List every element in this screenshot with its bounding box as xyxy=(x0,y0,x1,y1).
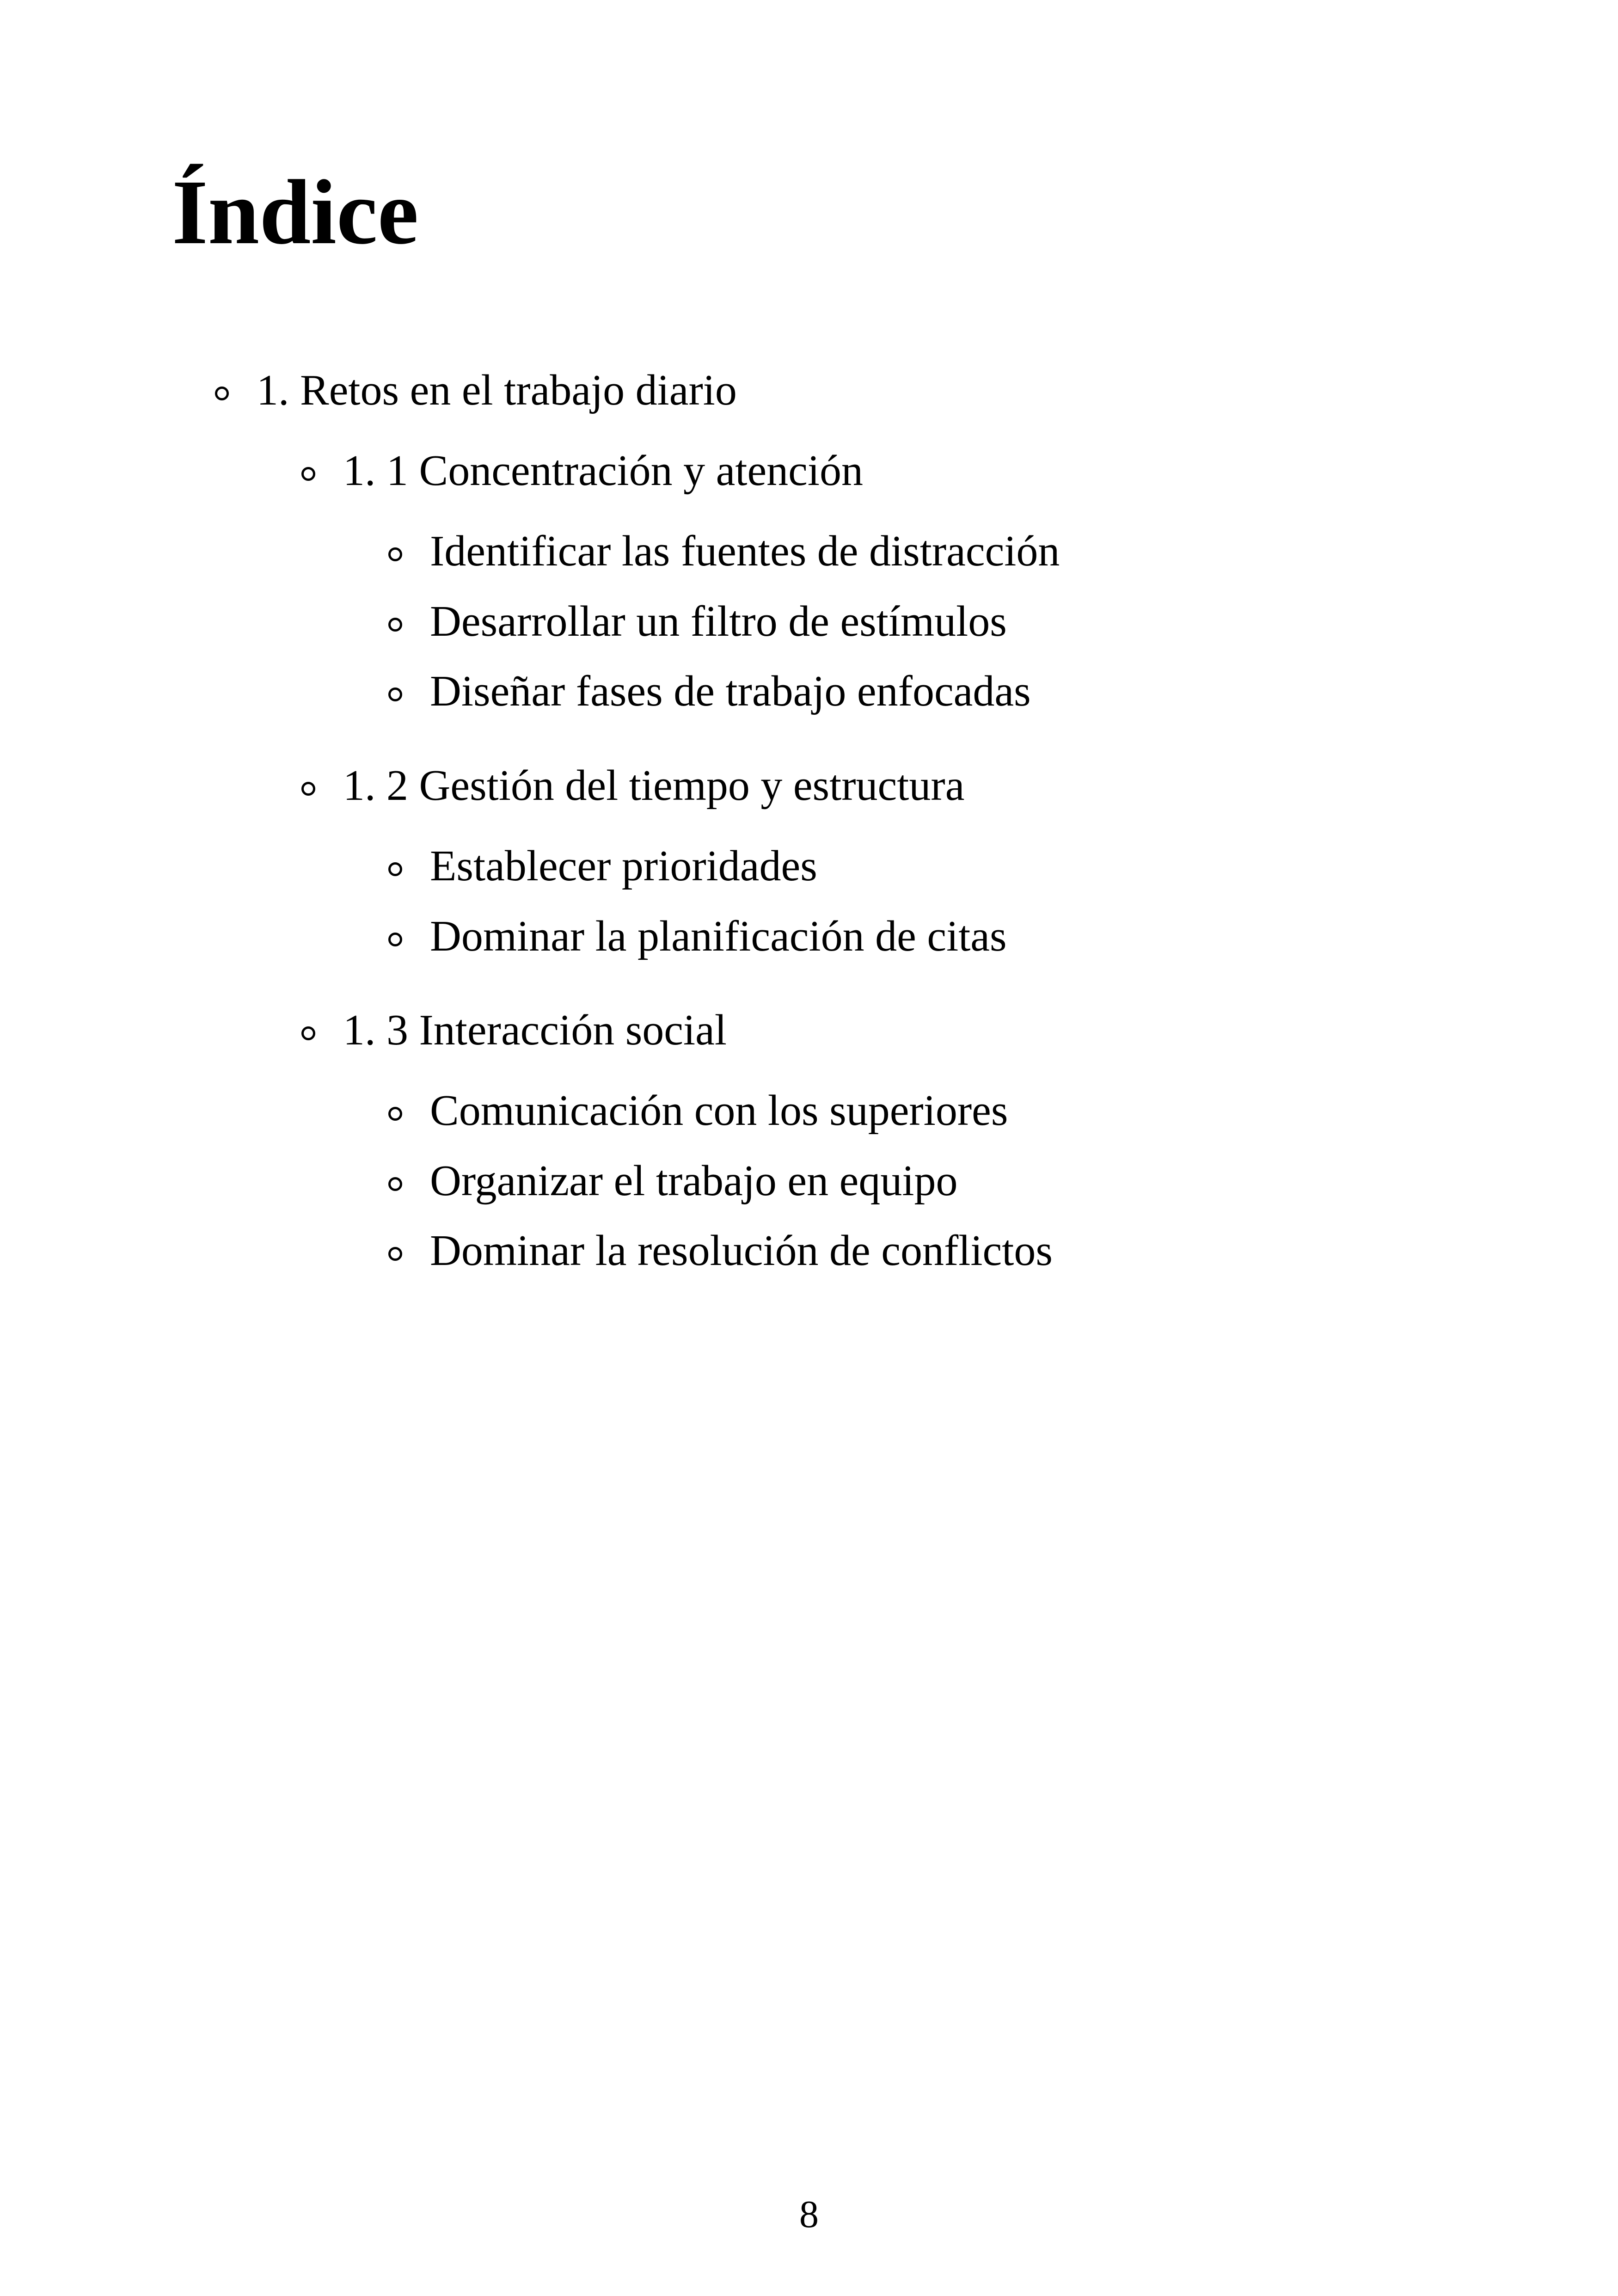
toc-item[interactable] xyxy=(388,597,1128,645)
toc-item-label: Dominar la planificación de citas xyxy=(430,912,1007,960)
toc-item-label: Diseñar fases de trabajo enfocadas xyxy=(430,667,1031,715)
toc-chapter-1[interactable] xyxy=(215,368,955,412)
toc-item[interactable] xyxy=(388,844,1128,888)
toc-item-label: Identificar las fuentes de distracción xyxy=(430,527,1060,575)
toc-section-label: 1. 2 Gestión del tiempo y estructura xyxy=(343,761,965,810)
toc-section-1-1[interactable] xyxy=(301,447,1041,495)
toc-item[interactable] xyxy=(388,669,1128,713)
toc-item[interactable] xyxy=(388,1159,1128,1203)
bullet-icon xyxy=(388,547,402,561)
toc-section-label: 1. 3 Interacción social xyxy=(343,1006,727,1054)
bullet-icon xyxy=(388,933,402,946)
bullet-icon xyxy=(301,467,315,481)
toc-item-label: Establecer prioridades xyxy=(430,842,817,890)
toc-item-label: Dominar la resolución de conflictos xyxy=(430,1227,1053,1275)
toc-item[interactable] xyxy=(388,912,1128,960)
toc-item[interactable] xyxy=(388,529,1128,573)
bullet-icon xyxy=(388,1247,402,1261)
toc-chapter-label: 1. Retos en el trabajo diario xyxy=(257,366,737,414)
toc-section-1-2[interactable] xyxy=(301,761,1041,810)
toc-item-label: Organizar el trabajo en equipo xyxy=(430,1157,958,1205)
bullet-icon xyxy=(388,688,402,701)
toc-item-label: Desarrollar un filtro de estímulos xyxy=(430,597,1007,645)
bullet-icon xyxy=(388,1107,402,1121)
bullet-icon xyxy=(301,1026,315,1040)
bullet-icon xyxy=(388,862,402,876)
bullet-icon xyxy=(301,782,315,796)
page-title: Índice xyxy=(172,161,419,264)
toc-item-label: Comunicación con los superiores xyxy=(430,1087,1008,1135)
toc-section-1-3[interactable] xyxy=(301,1008,1041,1052)
bullet-icon xyxy=(388,618,402,632)
bullet-icon xyxy=(215,387,229,400)
toc-item[interactable] xyxy=(388,1087,1128,1135)
toc-item[interactable] xyxy=(388,1227,1128,1275)
toc-section-label: 1. 1 Concentración y atención xyxy=(343,447,864,495)
bullet-icon xyxy=(388,1177,402,1191)
page-number: 8 xyxy=(799,2193,819,2236)
